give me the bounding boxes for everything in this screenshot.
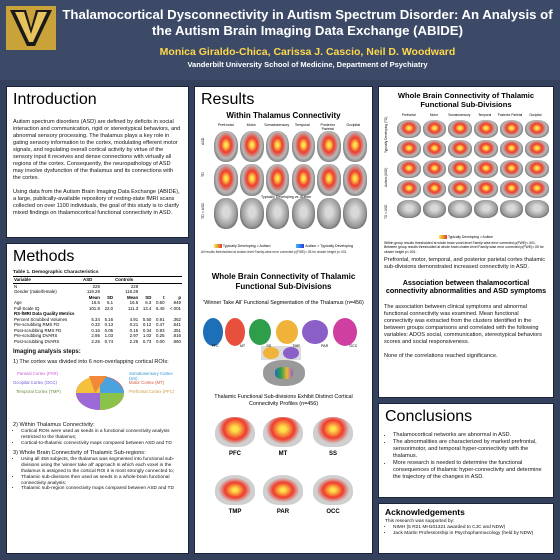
list-item: • The abnormalities are characterized by marked prefrontal, sensorimotor, and temporal hyper-connectivity with the thalamus.: [393, 439, 547, 460]
wta-thalamus-segmentation: [201, 310, 368, 360]
wbc-legend: [384, 235, 548, 239]
table-cell: 0.13: [104, 322, 114, 327]
table-cell: .949: [172, 300, 181, 305]
step-2-list: [13, 429, 182, 446]
list-item: • NIMH (5 R21 MH101321 awarded to CJC and NDW): [393, 525, 547, 531]
list-item: • Thalamic sub-region connectivity maps compared between ASD and TD: [21, 486, 182, 492]
poster-authors: Monica Giraldo-Chica, Carissa J. Cascio, Neil D. Woodward: [159, 46, 456, 58]
brain-slice-image: [423, 180, 447, 198]
brain-map-ss: [313, 417, 353, 447]
table-cell: 0.93: [156, 327, 165, 333]
acknowledgements-list: [385, 525, 547, 537]
table-cell: 0.05: [104, 327, 114, 333]
wta-label: MT: [239, 344, 246, 349]
table-cell: 0.47: [156, 322, 165, 327]
brain-slice-image: [525, 140, 549, 158]
profile-figure: [201, 411, 366, 531]
whole-brain-title: Whole Brain Connectivity of Thalamic Functional Sub-Divisions: [211, 272, 356, 292]
table-cell: 0.12: [142, 322, 152, 327]
list-item: • More research is needed to determine the functional consequences of thalamic hyper-connectivity and determine the trajectory of the changes in ASD.: [393, 460, 547, 481]
wbc-row-label-td: Typically Developing (TD): [384, 116, 388, 153]
table-cell: 0.74: [104, 338, 114, 344]
figure-column-label: Somatosensory: [448, 113, 471, 117]
table-cell: Age: [14, 300, 22, 305]
brain-slice-image: [240, 198, 264, 229]
brain-slice-image: [500, 200, 524, 218]
table-cell: 228: [92, 283, 100, 289]
brain-slice-image: [214, 198, 238, 229]
figure-column-label: Occipital: [529, 113, 542, 117]
brain-slice-image: [266, 198, 290, 229]
table-cell: Post-scrubbing DVARS: [14, 338, 60, 344]
brain-slice-image: [317, 164, 341, 195]
table-cell: 119.29: [86, 289, 100, 294]
table-cell: 0.32: [91, 322, 100, 327]
table-cell: 0.25: [156, 333, 165, 338]
introduction-heading: Introduction: [13, 91, 97, 108]
table-cell: 118.29: [125, 289, 139, 294]
brain-slice-image: [423, 120, 447, 138]
brain-slice-image: [500, 120, 524, 138]
table-cell: 13.4: [142, 305, 152, 311]
brain-slice-image: [292, 131, 316, 162]
figure-column-label: Occipital: [346, 123, 361, 127]
figure-column-label: Temporal: [478, 113, 492, 117]
brain-slice-image: [397, 120, 421, 138]
within-axis-label: Typically Developing vs. Autism: [261, 195, 312, 199]
thalamus-overlay: [275, 367, 293, 379]
within-thalamus-figure: [201, 123, 366, 243]
legend-swatch: [439, 235, 447, 239]
table-cell: 6.3: [145, 300, 152, 305]
figure-column-label: Motor: [429, 113, 439, 117]
brain-slice-image: [448, 140, 472, 158]
wbc-row-label-diff: TD > ASD: [384, 204, 388, 219]
brain-slice-image: [423, 140, 447, 158]
legend-swatch: [214, 244, 222, 248]
profile-label-pfc: PFC: [229, 451, 241, 458]
within-row-label-diff: TD > ASD: [201, 202, 205, 219]
within-note: All results thresholded at cluster-level Family-wise error corrected p(FWE)<.05 for cluster height p<.001: [201, 250, 347, 255]
brain-slice-image: [397, 200, 421, 218]
table-cell: 0.73: [142, 338, 152, 344]
profile-label-occ: OCC: [326, 509, 340, 516]
figure-column-label: Prefrontal: [217, 123, 234, 127]
table-cell: <.001: [169, 305, 181, 311]
roi-figure: [13, 368, 182, 418]
methods-heading: Methods: [13, 248, 75, 265]
brain-slice-image: [474, 180, 498, 198]
table-cell: 5.16: [104, 316, 114, 322]
table-cell: 2.95: [91, 333, 100, 338]
within-row-label-td: TD: [201, 172, 205, 177]
conclusions-heading: Conclusions: [385, 408, 473, 425]
brain-slice-image: [448, 200, 472, 218]
poster-affiliation: Vanderbilt University School of Medicine, Department of Psychiatry: [187, 60, 428, 69]
table-cell: 0.34: [142, 327, 152, 333]
imaging-title: Imaging analysis steps:: [13, 349, 81, 355]
acknowledgements-heading: Acknowledgements: [385, 507, 465, 517]
within-row-label-asd: ASD: [201, 137, 205, 145]
brain-slice-image: [500, 180, 524, 198]
wta-figure: [201, 310, 366, 388]
brain-slice-image: [448, 180, 472, 198]
list-item: • Thalamocortical networks are abnormal in ASD.: [393, 432, 547, 439]
brain-slice-image: [474, 200, 498, 218]
table-cell: 101.8: [88, 305, 100, 311]
results-panel: [194, 86, 373, 554]
table-row: [13, 333, 182, 339]
vanderbilt-logo-icon: [6, 6, 56, 50]
table-title: Table 1. Demographic Characteristics: [13, 270, 99, 275]
brain-slice-image: [317, 198, 341, 229]
within-thalamus-title: Within Thalamus Connectivity: [226, 111, 341, 120]
table-cell: .816: [172, 333, 181, 338]
table-cell: 2.25: [129, 338, 139, 344]
table-row: [13, 322, 182, 328]
table-cell: 5.45: [156, 305, 165, 311]
table-cell: 0.21: [129, 322, 139, 327]
poster-header: [0, 0, 560, 80]
introduction-paragraph-1: Autism spectrum disorders (ASD) are defined by deficits in social interaction and communication, rigid or stereotypical behaviors, and abnormal sensory processing. The thalamus plays a key role in gating sensory information to the cortex, modulating efferent motor signals, and regulating overall cortical activity by virtue of the sensory input it receives and dense connections with virtually all regions of the cortex. Consequently, the neuropathology of ASD may involve dysfunction of the thalamus and its connections with the cortex.: [13, 119, 181, 181]
brain-slice-image: [448, 160, 472, 178]
brain-slice-image: [525, 120, 549, 138]
assoc-paragraph-1: The association between clinical symptoms and abnormal functional connectivity was examined. Mean functional connectivity was extracted from the clusters identified in the between groups comparisons and correlated with the following variables: ADOS social, communication, stereotypical behaviors scores and social responsiveness.: [384, 303, 542, 345]
profile-label-mt: MT: [278, 451, 288, 458]
imaging-step-1: 1) The cortex was divided into 6 non-overlapping cortical ROIs:: [13, 359, 169, 365]
figure-column-label: Posterior Parietal: [497, 113, 523, 117]
brain-slice-image: [500, 140, 524, 158]
wbc-summary: Prefrontal, motor, temporal, and posterior parietal cortex thalamic sub-divisions demonstrated increased connectivity in ASD.: [384, 256, 546, 270]
wta-title: 'Winner Take All' Functional Segmentation of the Thalamus (n=456): [203, 300, 364, 307]
table-cell: 111.3: [127, 305, 139, 311]
figure-column-label: Somatosensory: [264, 123, 290, 127]
thalamus-axial-slice: [263, 360, 305, 386]
profile-title: Thalamic Functional Sub-divisions Exhibit Distinct Cortical Connectivity Profiles (n=456): [214, 394, 353, 407]
table-cell: Full-Scale IQ: [14, 305, 40, 311]
table-cell: 2.25: [91, 338, 100, 344]
table-cell: .351: [172, 327, 181, 333]
wta-label: OCC: [349, 344, 358, 349]
list-item: • Jack Martin Professorship in Psychopharmacology (held by NDW): [393, 531, 547, 537]
list-item: • Using all 456 subjects, the thalamus was segmented into functional sub-divisions using the 'winner take all' approach in which each voxel in the thalamus is assigned to the cortical ROI it is most strongly connected to;: [21, 457, 182, 474]
cortex-roi-brain-icon: [75, 373, 125, 413]
figure-column-label: Prefrontal: [401, 113, 416, 117]
brain-slice-image: [214, 164, 238, 195]
introduction-paragraph-2: Using data from the Autism Brain Imaging Data Exchange (ABIDE), a large, publically-available repository of resting-state fMRI scans collected on over 1100 individuals, the goal of this study is to clarify mixed findings on thalamocortical functional connectivity in ASD.: [13, 189, 180, 216]
brain-slice-image: [214, 131, 238, 162]
list-item: • Cortical ROIs were used as seeds in a functional connectivity analysis restricted to the thalamus;: [21, 429, 182, 441]
brain-slice-image: [343, 198, 367, 229]
within-legend: [201, 244, 366, 248]
table-cell: 4.91: [129, 316, 139, 322]
table-cell: 5.50: [142, 316, 152, 322]
wbc-figure: [384, 113, 548, 235]
legend-swatch: [296, 244, 304, 248]
results-heading: Results: [201, 91, 255, 108]
table-subheader-row: Mean SD Mean SD t p: [88, 294, 181, 300]
profile-label-par: PAR: [276, 509, 290, 516]
brain-map-par: [263, 475, 303, 505]
brain-slice-image: [525, 160, 549, 178]
table-cell: 16.6: [129, 300, 139, 305]
assoc-title: Association between thalamocortical connectivity abnormalities and ASD symptoms: [385, 277, 547, 296]
table-cell: Pre-scrubbing RMS FD: [14, 322, 60, 327]
wta-label: SS: [266, 344, 272, 349]
brain-slice-image: [474, 140, 498, 158]
brain-slice-image: [423, 200, 447, 218]
wbc-title: Whole Brain Connectivity of Thalamic Functional Sub-Divisions: [397, 91, 535, 109]
brain-map-tmp: [215, 475, 255, 505]
table-cell: 22.0: [104, 305, 114, 311]
table-cell: 228: [130, 283, 139, 289]
table-section-row: RS-fMRI Data Quality Metrics: [14, 311, 75, 316]
brain-slice-image: [474, 160, 498, 178]
imaging-step-2: 2) Within Thalamus Connectivity:: [13, 422, 95, 428]
roi-label-par: Parietal Cortex (PAR): [17, 371, 58, 376]
brain-map-pfc: [215, 417, 255, 447]
brain-map-mt: [263, 417, 303, 447]
table-cell: 5.34: [91, 316, 100, 322]
table-cell: 1.03: [104, 333, 114, 338]
brain-slice-image: [292, 164, 316, 195]
table-cell: Percent Scrubbed Volumes: [14, 316, 68, 322]
table-cell: Pre-scrubbing DVARS: [14, 333, 58, 338]
table-cell: 0.91: [156, 316, 165, 322]
brain-slice-image: [423, 160, 447, 178]
roi-label-tmp: Temporal Cortex (TMP): [16, 389, 61, 394]
brain-slice-image: [397, 160, 421, 178]
table-cell: 1.02: [142, 333, 152, 338]
figure-column-label: Posterior Parietal: [320, 123, 335, 131]
brain-slice-image: [240, 164, 264, 195]
figure-column-label: Motor: [246, 123, 256, 127]
brain-slice-image: [448, 120, 472, 138]
table-cell: 0.60: [156, 300, 165, 305]
roi-label-occ: Occipital Cortex (OCC): [13, 380, 57, 385]
brain-slice-image: [474, 120, 498, 138]
table-cell: 0.00: [156, 338, 165, 344]
table-cell: 16.6: [91, 300, 100, 305]
table-cell: 6.1: [107, 300, 114, 305]
introduction-panel: [6, 86, 189, 238]
roi-label-ss: Somatosensory Cortex (SS): [129, 371, 173, 381]
brain-map-occ: [313, 475, 353, 505]
table-cell: .362: [172, 316, 181, 322]
acknowledgements-intro: This research was supported by:: [385, 519, 455, 524]
brain-slice-image: [240, 131, 264, 162]
conclusions-panel: [378, 403, 554, 498]
wta-label: PFC: [211, 344, 219, 349]
table-cell: 0.15: [129, 327, 139, 333]
legend-item: Typically Developing > Autism: [447, 235, 493, 239]
brain-slice-image: [525, 200, 549, 218]
wta-label: PAR: [321, 344, 329, 349]
brain-slice-image: [500, 160, 524, 178]
brain-slice-image: [266, 164, 290, 195]
figure-column-label: Temporal: [294, 123, 310, 127]
demographics-table: [13, 276, 182, 344]
poster-title: Thalamocortical Dysconnectivity in Autism Spectrum Disorder: An Analysis of the Autism Brain Imaging Data Exchange (ABIDE): [62, 7, 553, 38]
list-item: • Cortical-to-thalamic connectivity maps compared between ASD and TD: [21, 441, 182, 447]
legend-item: Typically Developing > Autism: [222, 244, 271, 248]
brain-slice-image: [397, 180, 421, 198]
table-header-row: Variable ASD Controls: [13, 277, 182, 284]
list-item: • Thalamic sub-divisions then used as seeds in a whole-brain functional connectivity analysis;: [21, 475, 182, 487]
conclusions-list: [385, 432, 547, 481]
profile-label-tmp: TMP: [228, 509, 242, 516]
assoc-paragraph-2: None of the correlations reached significance.: [384, 352, 498, 359]
roi-label-pfc: Prefrontal Cortex (PFC): [129, 389, 175, 394]
roi-label-mt: Motor Cortex (MT): [129, 380, 165, 385]
table-row: [13, 339, 182, 345]
table-cell: Gender (male/female): [14, 289, 57, 294]
brain-slice-image: [292, 198, 316, 229]
table-cell: 2.97: [129, 333, 139, 338]
wta-label: TMP: [292, 344, 300, 349]
profile-label-ss: SS: [328, 451, 337, 458]
acknowledgements-panel: [378, 503, 554, 554]
brain-slice-image: [317, 131, 341, 162]
imaging-step-3: 3) Whole Brain Connectivity of Thalamic Sub-regions:: [13, 450, 146, 457]
methods-panel: [6, 243, 189, 554]
table-cell: 0.16: [91, 327, 100, 333]
brain-slice-image: [525, 180, 549, 198]
brain-slice-image: [397, 140, 421, 158]
brain-slice-image: [266, 131, 290, 162]
table-cell: Post-scrubbing RMS FD: [14, 327, 62, 333]
brain-slice-image: [343, 164, 367, 195]
wbc-row-label-asd: Autism (ASD): [384, 167, 388, 187]
table-cell: N: [14, 283, 18, 289]
brain-slice-image: [343, 131, 367, 162]
step-3-list: [13, 457, 182, 492]
table-cell: .960: [172, 338, 181, 344]
legend-item: Autism > Typically Developing: [305, 244, 354, 248]
wbc-note: Within group results thresholded at whole brain voxel-level Family-wise error corrected p(FWE)<.001. Between group results thresholded at whole brain cluster-level Family-wise error corrected p(FWE)<.05 for cluster height p<.001.: [384, 241, 544, 254]
whole-brain-panel: [378, 86, 554, 398]
table-cell: .641: [172, 322, 181, 327]
